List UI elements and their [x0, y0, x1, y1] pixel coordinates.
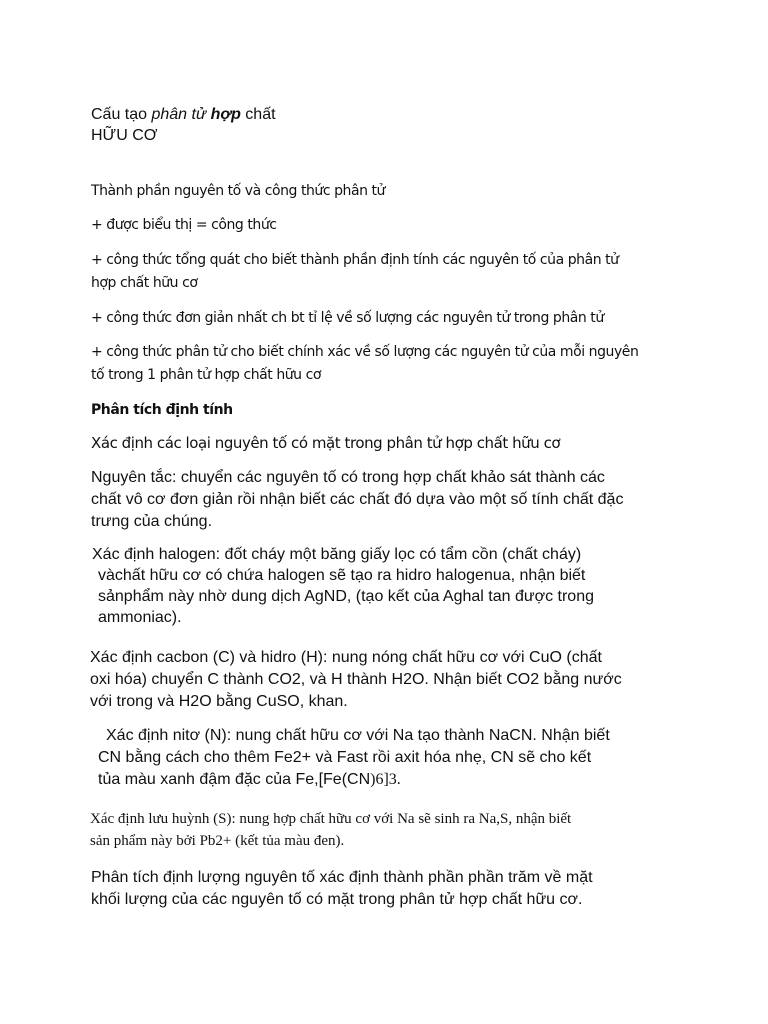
- paragraph-nitrogen: Xác định nitơ (N): nung chất hữu cơ với Na tạo thành NaCN. Nhận biết CN bằng cách cho thêm Fe2+ và Fast rồi axit hóa nhẹ, CN sẽ cho kết tủa màu xanh đậm đặc của Fe,[Fe(CN)6]3.: [98, 727, 610, 788]
- paragraph-composition: Thành phần nguyên tố và công thức phân tử: [91, 183, 385, 199]
- paragraph-determine-elements: Xác định các loại nguyên tố có mặt trong phân tử hợp chất hữu cơ: [91, 434, 561, 452]
- title-line-1: Cấu tạo phân tử hợp chất: [91, 106, 276, 123]
- paragraph-carbon-hydrogen: Xác định cacbon (C) và hidro (H): nung nóng chất hữu cơ với CuO (chất oxi hóa) chuyển C thành CO2, và H thành H2O. Nhận biết CO2 bằng nước với trong và H2O bằng CuSO, khan.: [90, 649, 622, 710]
- paragraph-general-formula: + công thức tổng quát cho biết thành phần định tính các nguyên tố của phân tử hợp chất hữu cơ: [91, 252, 619, 291]
- section-heading-qualitative: Phân tích định tính: [91, 402, 233, 418]
- paragraph-quantitative: Phân tích định lượng nguyên tố xác định thành phần phần trăm về mặt khối lượng của các nguyên tố có mặt trong phân tử hợp chất hữu cơ.: [91, 869, 593, 908]
- title-line-2: HỮU CƠ: [91, 127, 158, 144]
- paragraph-principle: Nguyên tắc: chuyển các nguyên tố có trong hợp chất khảo sát thành các chất vô cơ đơn giản rồi nhận biết các chất đó dựa vào một số tính chất đặc trưng của chúng.: [91, 469, 624, 530]
- document-title: [91, 104, 691, 146]
- paragraph-formula: + được biểu thị = công thức: [91, 217, 277, 233]
- paragraph-simplest-formula: + công thức đơn giản nhất ch bt tỉ lệ về số lượng các nguyên tử trong phân tử: [91, 310, 604, 326]
- paragraph-halogen: Xác định halogen: đốt cháy một băng giấy lọc có tẩm cồn (chất cháy) vàchất hữu cơ có chứa halogen sẽ tạo ra hidro halogenua, nhận biết sảnphẩm này nhờ dung dịch AgND, (tạo kết của Aghal tan được trong ammoniac).: [92, 546, 594, 626]
- paragraph-sulfur: Xác định lưu huỳnh (S): nung hợp chất hữu cơ với Na sẽ sinh ra Na,S, nhận biết sản phẩm này bởi Pb2+ (kết tủa màu đen).: [90, 811, 572, 849]
- paragraph-molecular-formula: + công thức phân tử cho biết chính xác về số lượng các nguyên tử của mỗi nguyên tố trong 1 phân tử hợp chất hữu cơ: [91, 344, 639, 383]
